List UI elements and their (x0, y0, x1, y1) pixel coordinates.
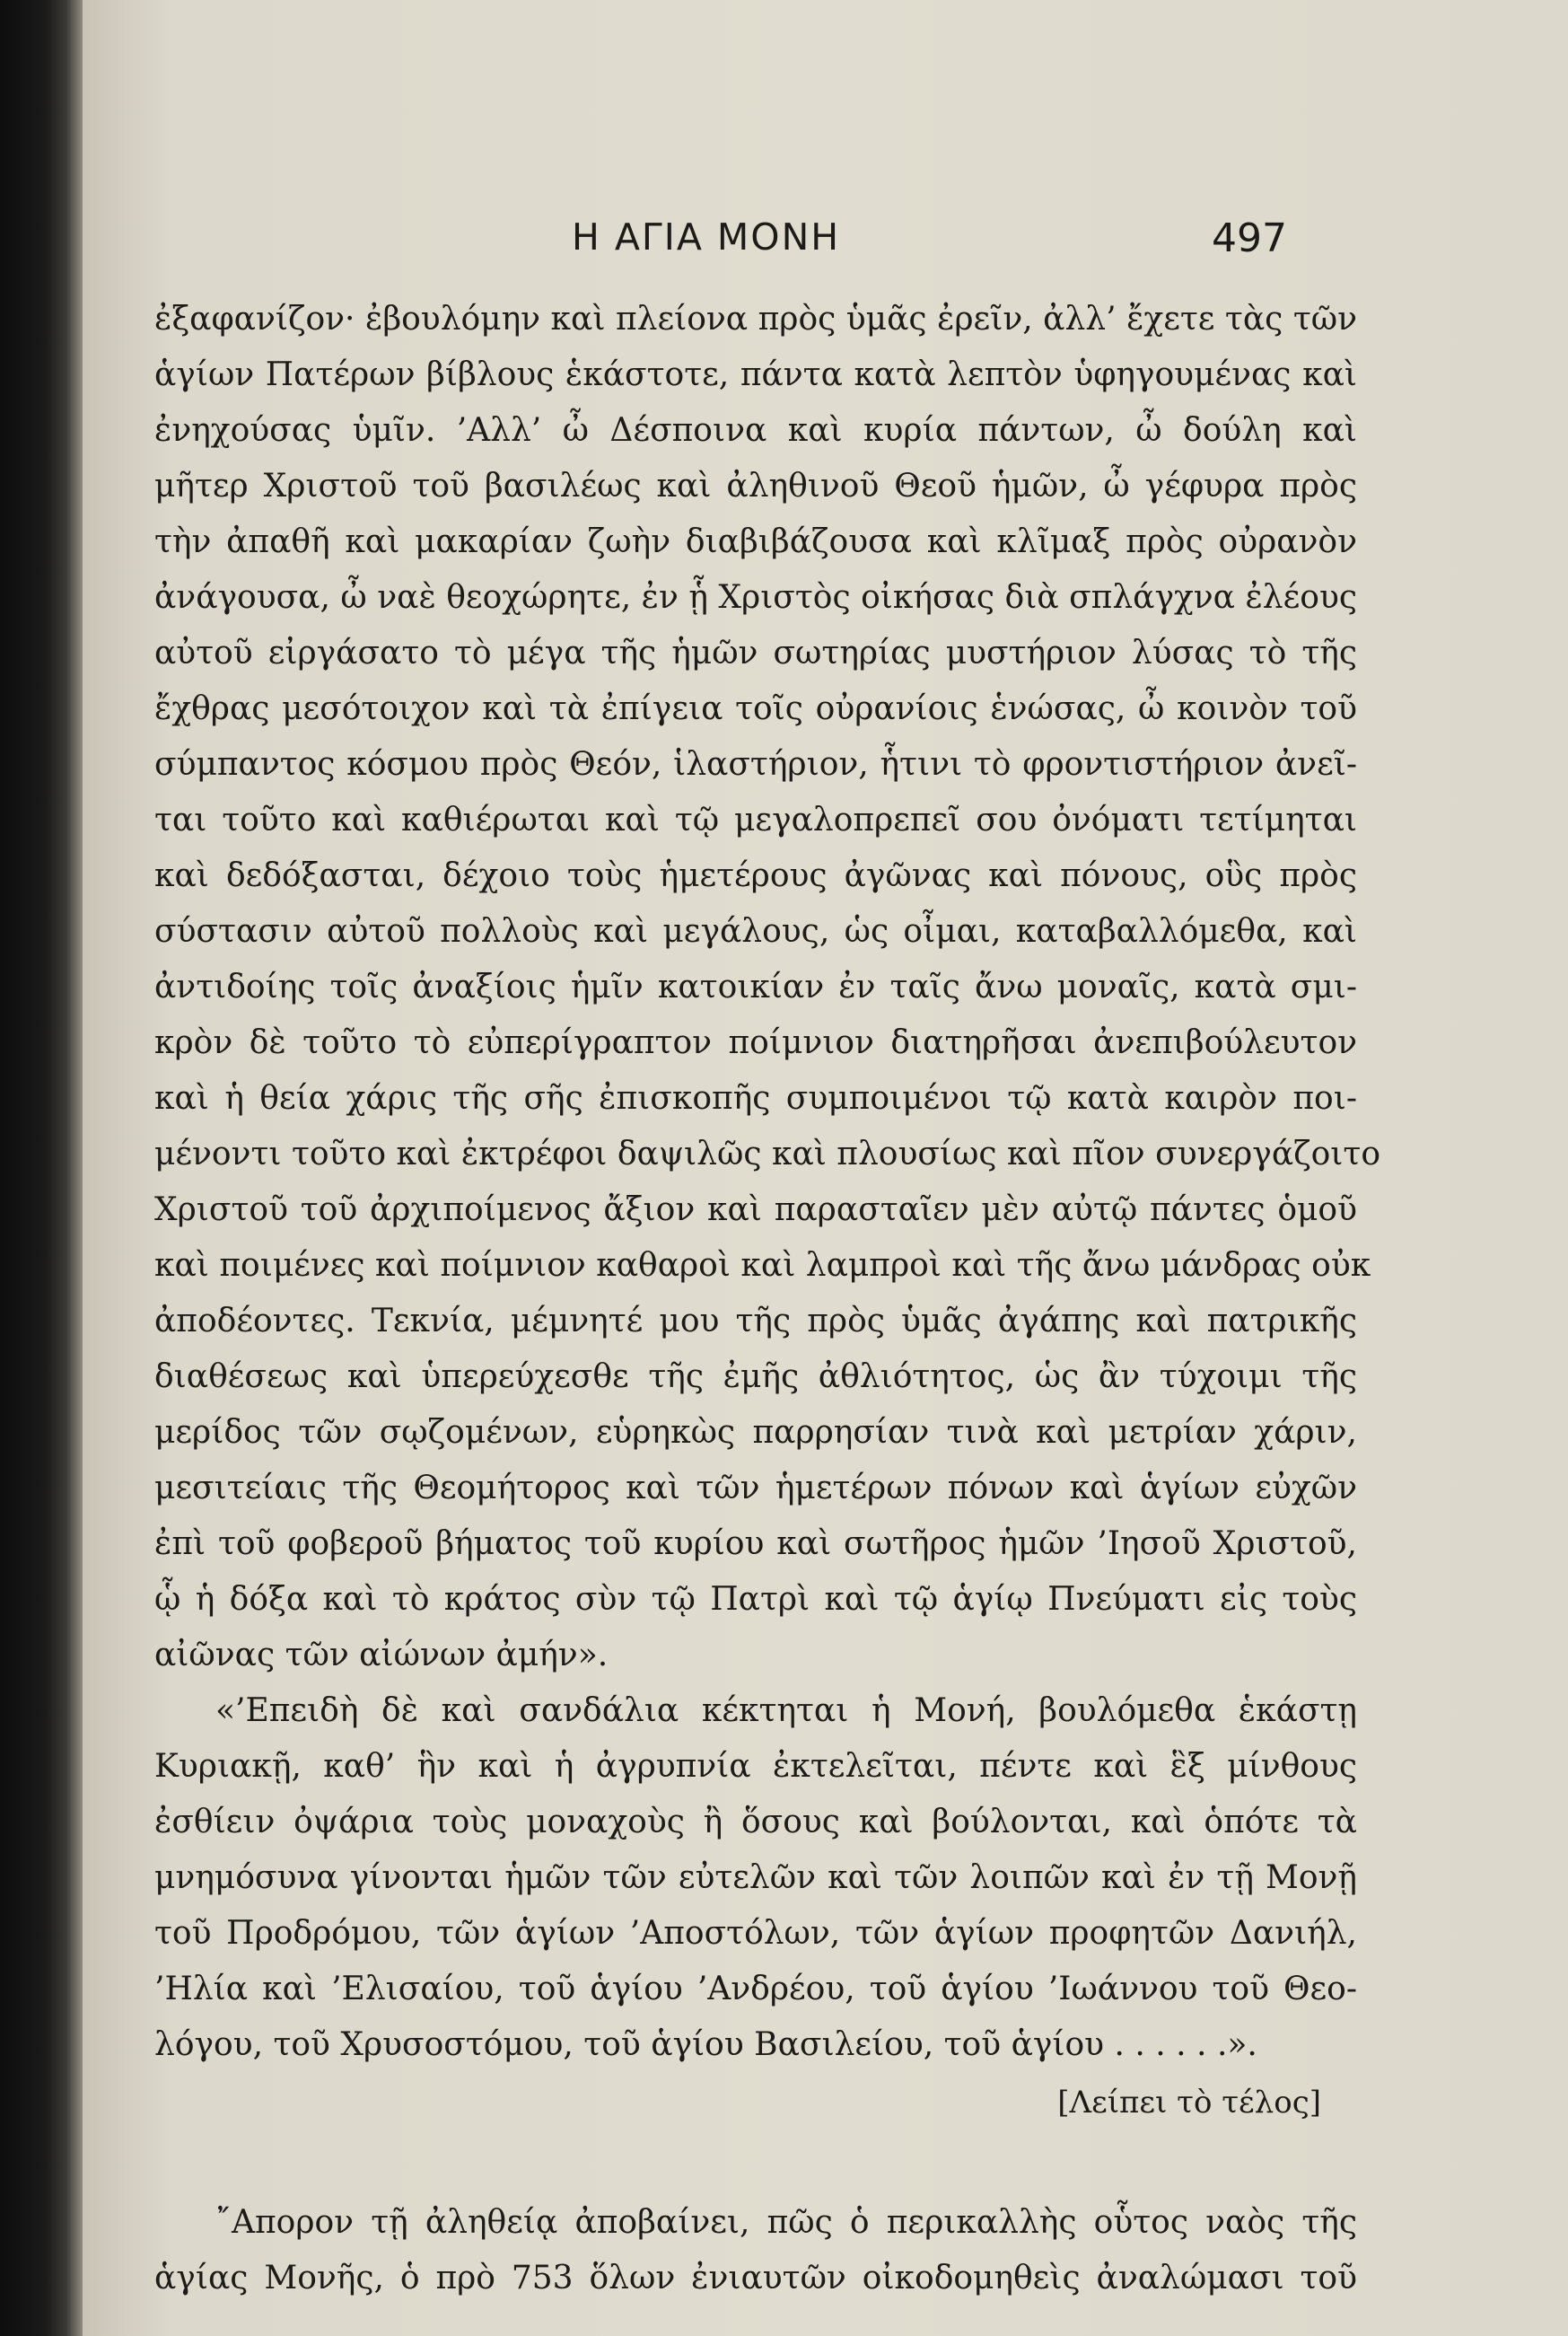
text-line: αὐτοῦ εἰργάσατο τὸ μέγα τῆς ἡμῶν σωτηρίας μυστήριον λύσας τὸ τῆς (154, 635, 1357, 672)
running-title: Η ΑΓΙΑ ΜΟΝΗ (572, 215, 841, 259)
book-binding-shadow (0, 0, 83, 2336)
text-line: ἐπὶ τοῦ φοβεροῦ βήματος τοῦ κυρίου καὶ σωτῆρος ἡμῶν ’Ιησοῦ Χριστοῦ, (154, 1525, 1357, 1562)
text-line: τὴν ἀπαθῆ καὶ μακαρίαν ζωὴν διαβιβάζουσα καὶ κλῖμαξ πρὸς οὐρανὸν (154, 523, 1357, 560)
paragraph-commentary (154, 2195, 1357, 2306)
text-line: καὶ ποιμένες καὶ ποίμνιον καθαροὶ καὶ λαμπροὶ καὶ τῆς ἄνω μάνδρας οὐκ (154, 1247, 1371, 1284)
text-line: ἐνηχούσας ὑμῖν. ’Αλλ’ ὦ Δέσποινα καὶ κυρία πάντων, ὦ δούλη καὶ (154, 412, 1357, 449)
text-line: ἔχθρας μεσότοιχον καὶ τὰ ἐπίγεια τοῖς οὐρανίοις ἑνώσας, ὦ κοινὸν τοῦ (154, 690, 1357, 727)
text-line: σύστασιν αὐτοῦ πολλοὺς καὶ μεγάλους, ὡς οἶμαι, καταβαλλόμεθα, καὶ (154, 913, 1357, 950)
text-line: ἐξαφανίζον· ἐβουλόμην καὶ πλείονα πρὸς ὑμᾶς ἐρεῖν, ἀλλ’ ἔχετε τὰς τῶν (154, 301, 1357, 338)
text-line: καὶ δεδόξασται, δέχοιο τοὺς ἡμετέρους ἀγῶνας καὶ πόνους, οὓς πρὸς (154, 857, 1357, 894)
text-line: ἀνάγουσα, ὦ ναὲ θεοχώρητε, ἐν ᾗ Χριστὸς οἰκήσας διὰ σπλάγχνα ἐλέους (154, 579, 1357, 616)
paragraph-spacer (154, 2132, 1357, 2195)
text-line: ἀποδέοντες. Τεκνία, μέμνητέ μου τῆς πρὸς ὑμᾶς ἀγάπης καὶ πατρικῆς (154, 1303, 1357, 1339)
text-line: Κυριακῇ, καθ’ ἣν καὶ ἡ ἀγρυπνία ἐκτελεῖται, πέντε καὶ ἓξ μίνθους (154, 1748, 1357, 1785)
text-line: «’Επειδὴ δὲ καὶ σανδάλια κέκτηται ἡ Μονή, βουλόμεθα ἑκάστῃ (215, 1692, 1357, 1729)
text-line: μένοντι τοῦτο καὶ ἐκτρέφοι δαψιλῶς καὶ πλουσίως καὶ πῖον συνεργάζοιτο (154, 1136, 1381, 1172)
text-line: λόγου, τοῦ Χρυσοστόμου, τοῦ ἁγίου Βασιλείου, τοῦ ἁγίου . . . . . .». (154, 2026, 1257, 2063)
text-line: ἁγίας Μονῆς, ὁ πρὸ 753 ὅλων ἐνιαυτῶν οἰκοδομηθεὶς ἀναλώμασι τοῦ (154, 2260, 1357, 2296)
body-text (154, 292, 1381, 2306)
text-line: ἀντιδοίης τοῖς ἀναξίοις ἡμῖν κατοικίαν ἐν ταῖς ἄνω μοναῖς, κατὰ σμι- (154, 969, 1357, 1006)
text-line: κρὸν δὲ τοῦτο τὸ εὐπερίγραπτον ποίμνιον διατηρῆσαι ἀνεπιβούλευτον (154, 1024, 1357, 1061)
paragraph-prayer (154, 292, 1381, 1683)
text-line: μῆτερ Χριστοῦ τοῦ βασιλέως καὶ ἀληθινοῦ Θεοῦ ἡμῶν, ὦ γέφυρα πρὸς (154, 468, 1357, 505)
text-line: τοῦ Προδρόμου, τῶν ἁγίων ’Αποστόλων, τῶν ἁγίων προφητῶν Δανιήλ, (154, 1915, 1357, 1952)
text-line: μνημόσυνα γίνονται ἡμῶν τῶν εὐτελῶν καὶ τῶν λοιπῶν καὶ ἐν τῇ Μονῇ (154, 1859, 1357, 1896)
text-line: Χριστοῦ τοῦ ἀρχιποίμενος ἄξιον καὶ παρασταῖεν μὲν αὐτῷ πάντες ὁμοῦ (154, 1191, 1357, 1228)
text-line: ᾧ ἡ δόξα καὶ τὸ κράτος σὺν τῷ Πατρὶ καὶ τῷ ἁγίῳ Πνεύματι εἰς τοὺς (154, 1581, 1357, 1618)
text-line: ῎Απορον τῇ ἀληθείᾳ ἀποβαίνει, πῶς ὁ περικαλλὴς οὗτος ναὸς τῆς (215, 2204, 1357, 2241)
text-line: σύμπαντος κόσμου πρὸς Θεόν, ἱλαστήριον, ἧτινι τὸ φροντιστήριον ἀνεῖ- (154, 746, 1357, 783)
text-line: ται τοῦτο καὶ καθιέρωται καὶ τῷ μεγαλοπρεπεῖ σου ὀνόματι τετίμηται (154, 802, 1357, 839)
text-line: μεσιτείαις τῆς Θεομήτορος καὶ τῶν ἡμετέρων πόνων καὶ ἁγίων εὐχῶν (154, 1470, 1357, 1506)
text-line: αἰῶνας τῶν αἰώνων ἀμήν». (154, 1637, 609, 1673)
text-line: καὶ ἡ θεία χάρις τῆς σῆς ἐπισκοπῆς συμποιμένοι τῷ κατὰ καιρὸν ποι- (154, 1080, 1357, 1117)
paragraph-sandals (154, 1683, 1357, 2073)
text-line: διαθέσεως καὶ ὑπερεύχεσθε τῆς ἐμῆς ἀθλιότητος, ὡς ἂν τύχοιμι τῆς (154, 1358, 1357, 1395)
text-line: ’Ηλία καὶ ’Ελισαίου, τοῦ ἁγίου ’Ανδρέου, τοῦ ἁγίου ’Ιωάννου τοῦ Θεο- (154, 1971, 1357, 2007)
text-line: ἐσθίειν ὀψάρια τοὺς μοναχοὺς ἢ ὅσους καὶ βούλονται, καὶ ὁπότε τὰ (154, 1804, 1357, 1840)
book-page (83, 0, 1568, 2336)
editorial-note: [Λείπει τὸ τέλος] (1057, 2085, 1321, 2121)
page-header (83, 215, 1568, 269)
text-line: ἁγίων Πατέρων βίβλους ἑκάστοτε, πάντα κατὰ λεπτὸν ὑφηγουμένας καὶ (154, 356, 1357, 393)
text-line: μερίδος τῶν σῳζομένων, εὑρηκὼς παρρησίαν τινὰ καὶ μετρίαν χάριν, (154, 1414, 1357, 1451)
page-number: 497 (1212, 215, 1287, 261)
